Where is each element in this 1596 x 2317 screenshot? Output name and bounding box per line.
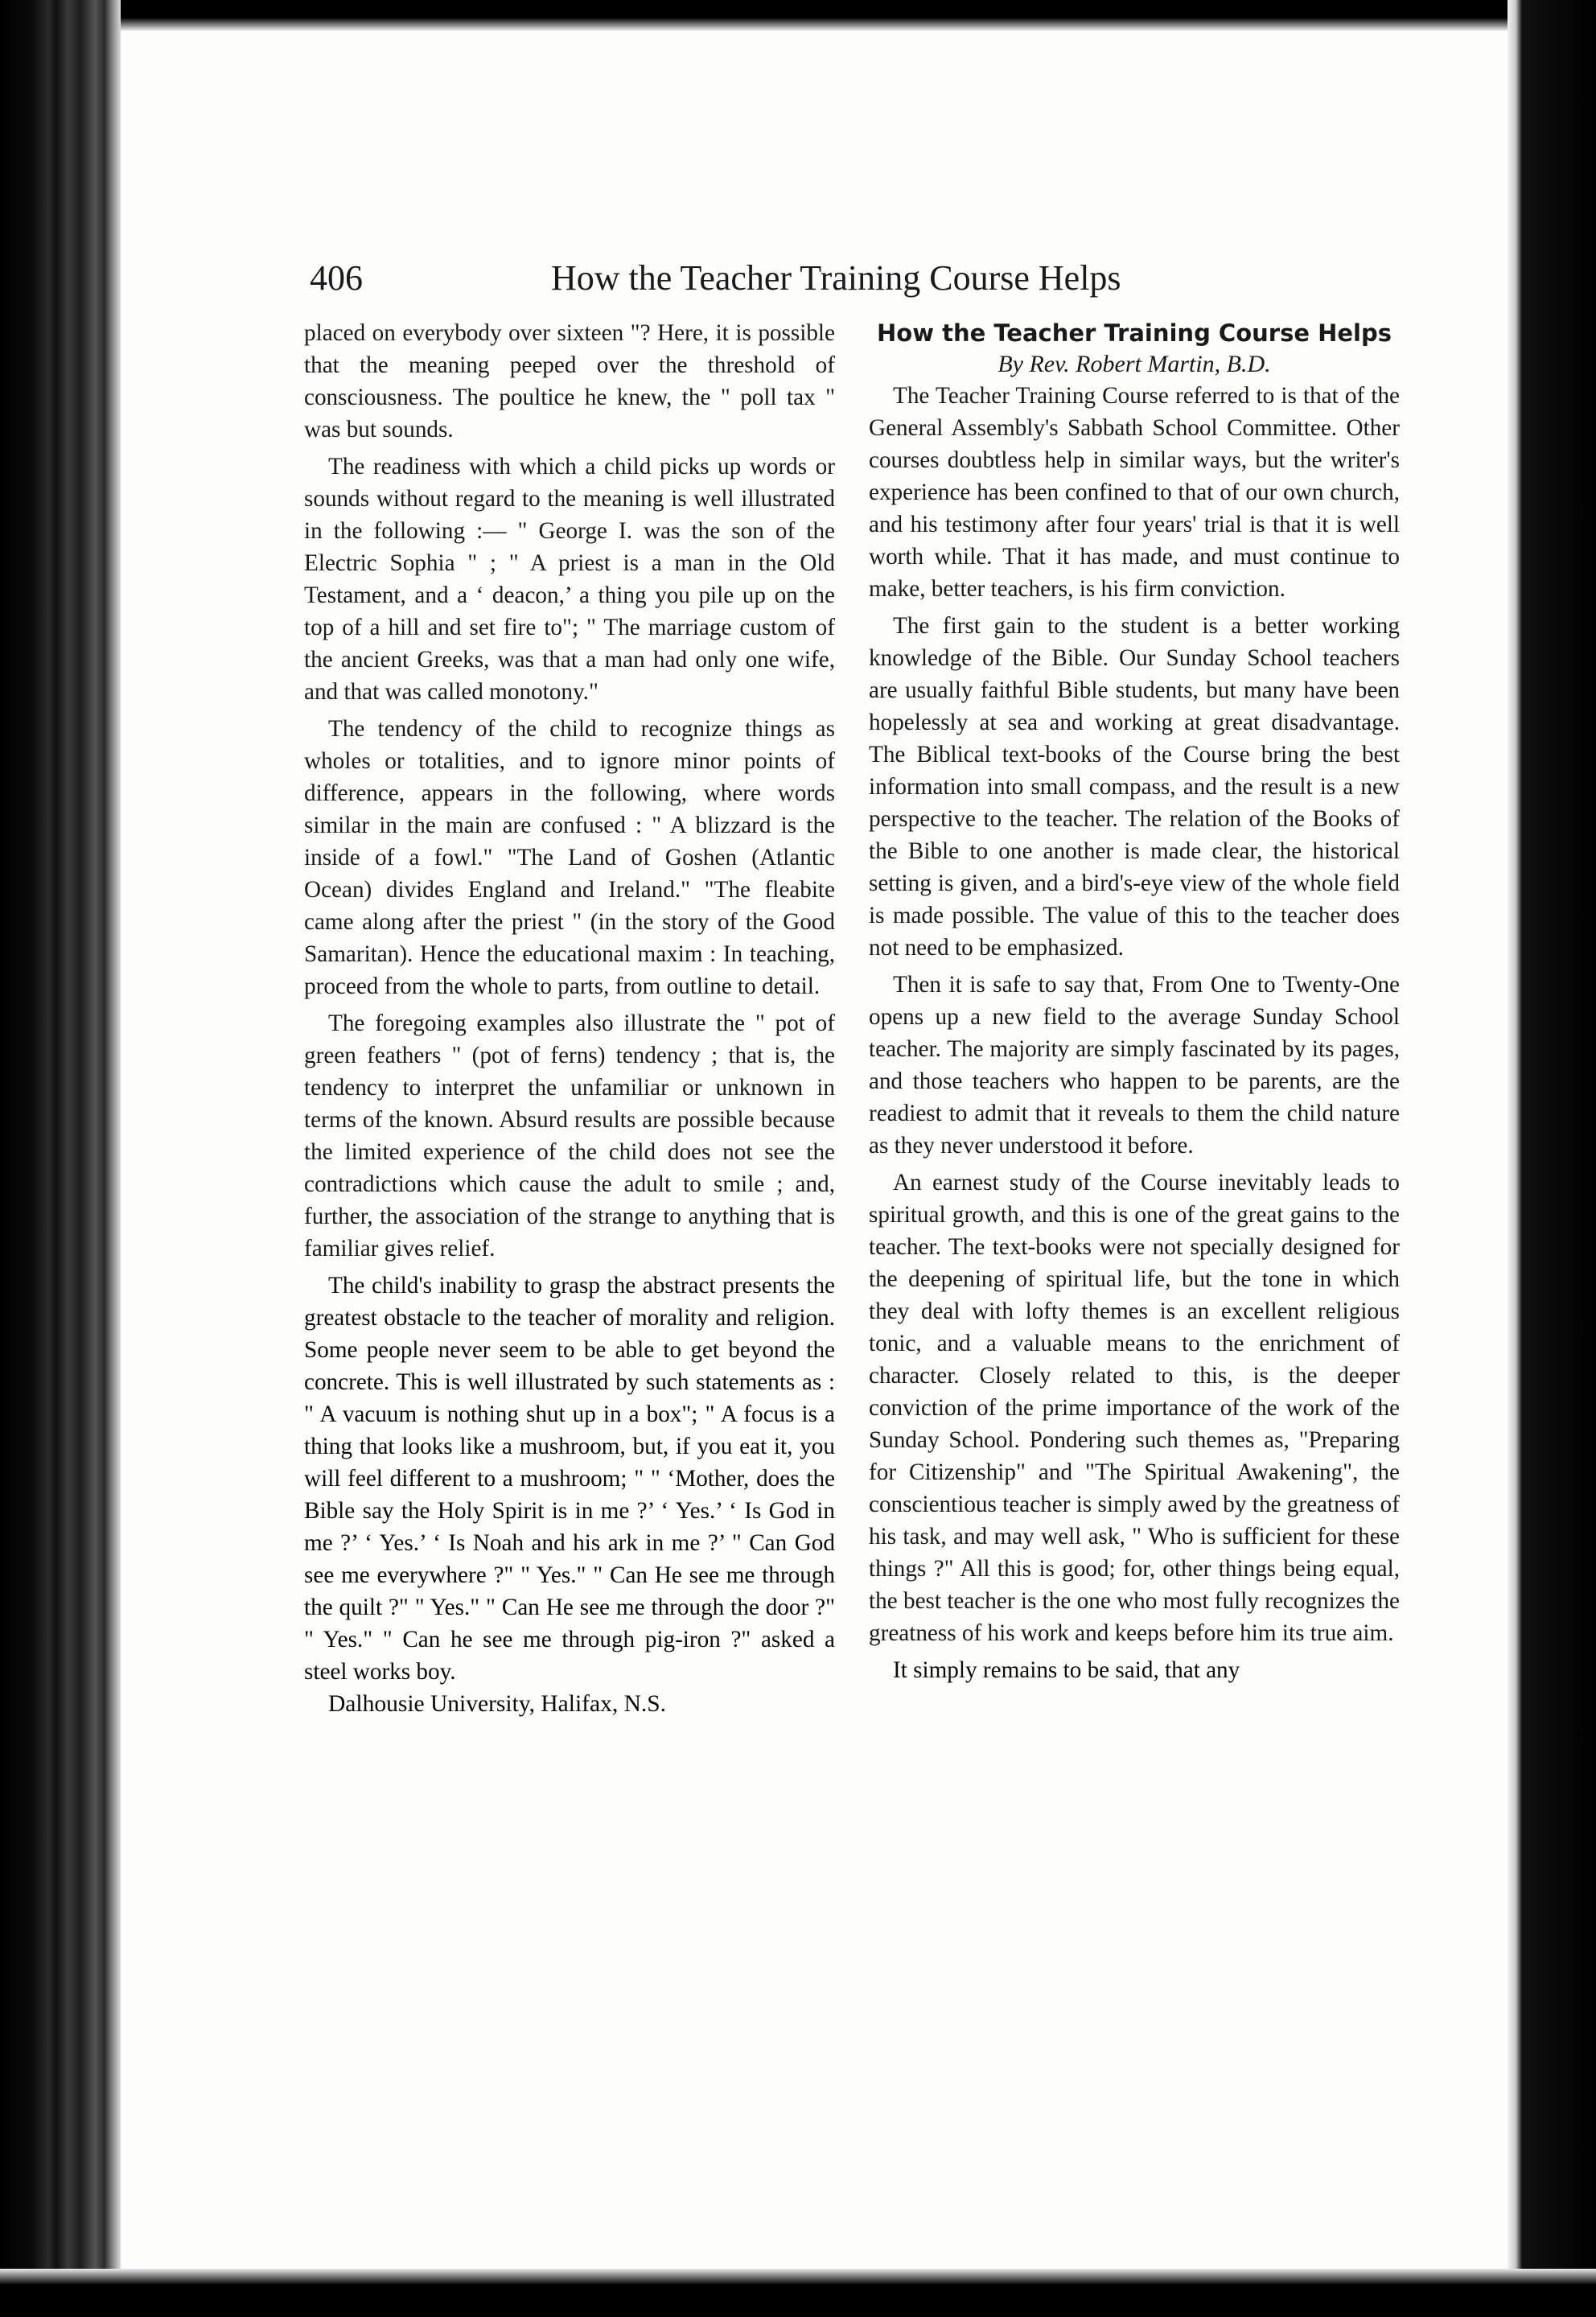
page-number: 406	[310, 258, 363, 298]
right-paragraph-2: The first gain to the student is a better working knowledge of the Bible. Our Sunday School teachers are usually faithful Bible students, but many have been hopelessly at sea and working at great disadvantage. The Biblical text-books of the Course bring the best information into small compass, and the result is a new perspective to the teacher. The relation of the Books of the Bible to one another is made clear, the historical setting is given, and a bird's-eye view of the whole field is made possible. The value of this to the teacher does not need to be emphasized.	[869, 613, 1400, 961]
scan-border-top	[0, 0, 1596, 31]
scan-border-bottom	[0, 2269, 1596, 2317]
left-paragraph-3: The tendency of the child to recognize things as wholes or totalities, and to ignore minor points of difference, appears in the following, where words similar in the main are confused : " A blizzard is the inside of a fowl." "The Land of Goshen (Atlantic Ocean) divides England and Ireland." "The fleabite came along after the priest " (in the story of the Good Samaritan). Hence the educational maxim : In teaching, proceed from the whole to parts, from outline to detail.	[304, 716, 835, 999]
running-head: How the Teacher Training Course Helps	[551, 258, 1121, 298]
author-affiliation: Dalhousie University, Halifax, N.S.	[328, 1691, 667, 1717]
book-spine-edge	[0, 0, 121, 2317]
right-paragraph-4: An earnest study of the Course inevitably leads to spiritual growth, and this is one of the great gains to the teacher. The text-books were not specially designed for the deepening of spiritual life, but the tone in which they deal with lofty themes is an excellent religious tonic, and a valuable means to the enrichment of character. Closely related to this, is the deeper conviction of the prime importance of the work of the Sunday School. Pondering such themes as, "Preparing for Citizenship" and "The Spiritual Awakening", the conscientious teacher is simply awed by the greatness of his task, and may well ask, " Who is sufficient for these things ?" All this is good; for, other things being equal, the best teacher is the one who most fully recognizes the greatness of his work and keeps before him its true aim.	[869, 1170, 1400, 1646]
left-paragraph-4: The foregoing examples also illustrate the " pot of green feathers " (pot of ferns) tendency ; that is, the tendency to interpret the unfamiliar or unknown in terms of the known. Absurd results are possible because the limited experience of the child does not see the contradictions which cause the adult to smile ; and, further, the association of the strange to anything that is familiar gives relief.	[304, 1010, 835, 1261]
right-paragraph-3: Then it is safe to say that, From One to Twenty-One opens up a new field to the average Sunday School teacher. The majority are simply fascinated by its pages, and those teachers who happen to be parents, are the readiest to admit that it reveals to them the child nature as they never understood it before.	[869, 972, 1400, 1158]
left-column	[304, 317, 835, 1720]
scan-border-right	[1508, 0, 1596, 2317]
left-paragraph-2: The readiness with which a child picks up words or sounds without regard to the meaning is well illustrated in the following :— " George I. was the son of the Electric Sophia " ; " A priest is a man in the Old Testament, and a ‘ deacon,’ a thing you pile up on the top of a hill and set fire to"; " The marriage custom of the ancient Greeks, was that a man had only one wife, and that was called monotony."	[304, 454, 835, 705]
right-paragraph-1: The Teacher Training Course referred to is that of the General Assembly's Sabbath School Committee. Other courses doubtless help in similar ways, but the writer's experience has been confined to that of our own church, and his testimony after four years' trial is that it is well worth while. That it has made, and must continue to make, better teachers, is his firm conviction.	[869, 383, 1400, 602]
article-title: How the Teacher Training Course Helps	[877, 319, 1392, 347]
article-byline: By Rev. Robert Martin, B.D.	[998, 351, 1271, 377]
left-paragraph-1: placed on everybody over sixteen "? Here, it is possible that the meaning peeped over the threshold of consciousness. The poultice he knew, the " poll tax " was but sounds.	[304, 320, 835, 442]
right-paragraph-5: It simply remains to be said, that any	[893, 1657, 1240, 1683]
right-column	[869, 317, 1400, 1686]
page-header	[310, 256, 1162, 301]
left-paragraph-5: The child's inability to grasp the abstract presents the greatest obstacle to the teacher of morality and religion. Some people never seem to be able to get beyond the concrete. This is well illustrated by such statements as : " A vacuum is nothing shut up in a box"; " A focus is a thing that looks like a mushroom, but, if you eat it, you will feel different to a mushroom; " " ‘Mother, does the Bible say the Holy Spirit is in me ?’ ‘ Yes.’ ‘ Is God in me ?’ ‘ Yes.’ ‘ Is Noah and his ark in me ?’ " Can God see me everywhere ?" " Yes." " Can He see me through the quilt ?" " Yes." " Can He see me through the door ?" " Yes." " Can he see me through pig-iron ?" asked a steel works boy.	[304, 1273, 835, 1685]
